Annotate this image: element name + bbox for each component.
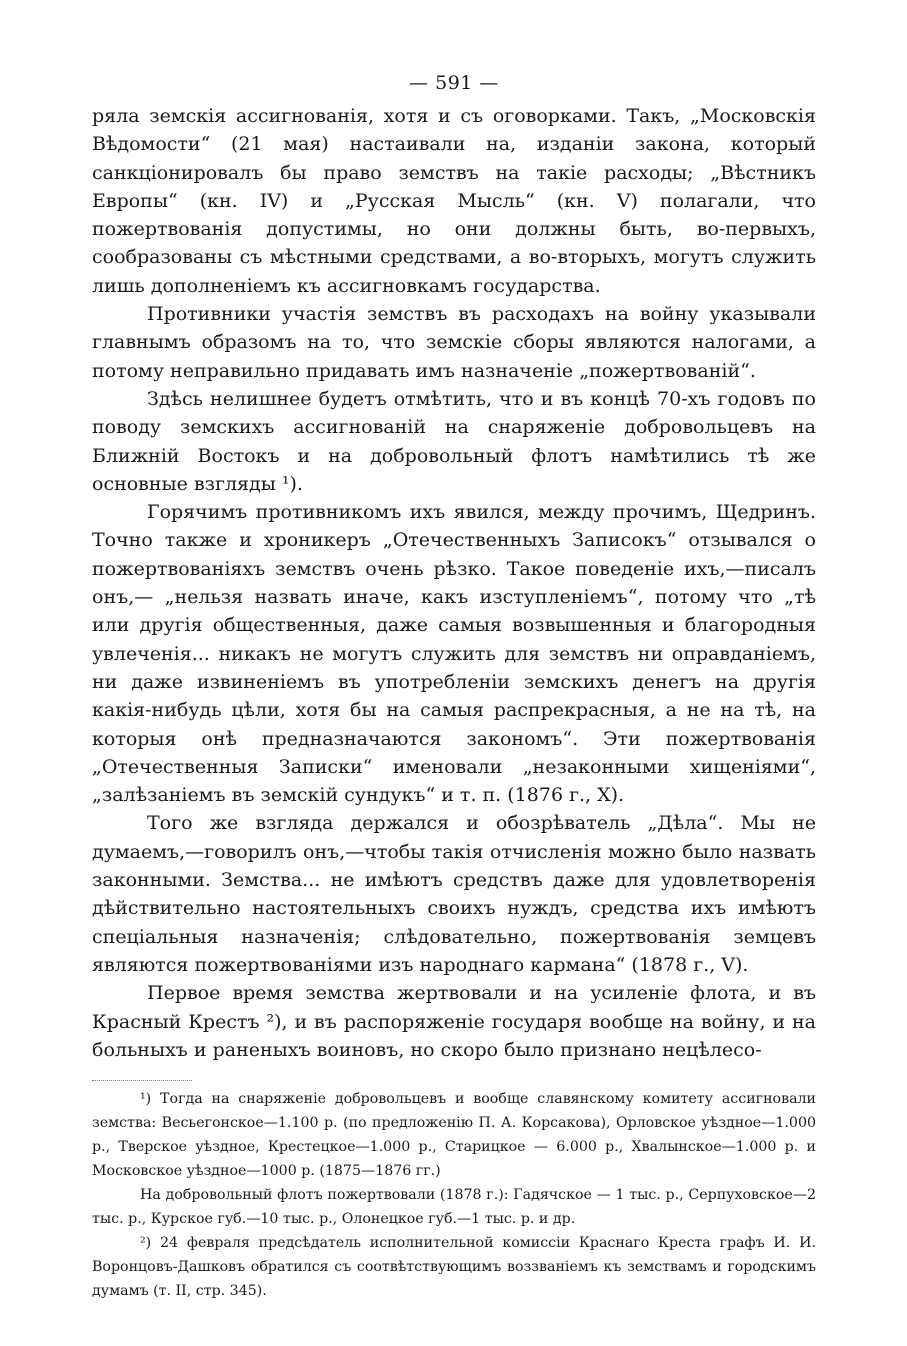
- footnotes: [92, 1087, 816, 1303]
- paragraph: Противники участія земствъ въ расходахъ на войну указывали главнымъ образомъ на то, что земскіе сборы являются налогами, а потому неправильно придавать имъ назначеніе „пожертвованій“.: [92, 303, 816, 382]
- paragraph: Здѣсь нелишнее будетъ отмѣтить, что и въ концѣ 70-хъ годовъ по поводу земскихъ ассигнованій на снаряженіе добровольцевъ на Ближній Востокъ и на добровольный флотъ намѣтились тѣ же основные взгляды ¹).: [92, 387, 816, 495]
- paragraph: Первое время земства жертвовали и на усиленіе флота, и въ Красный Крестъ ²), и въ распоряженіе государя вообще на войну, и на больныхъ и раненыхъ воиновъ, но скоро было признано нецѣлесо-: [92, 982, 816, 1061]
- footnote: ²) 24 февраля предсѣдатель исполнительной комиссіи Краснаго Креста графъ И. И. Воронцовъ-Дашковъ обратился съ соотвѣтствующимъ воззваніемъ къ земствамъ и городскимъ думамъ (т. II, стр. 345).: [92, 1235, 816, 1300]
- footnote: На добровольный флотъ пожертвовали (1878 г.): Гадячское — 1 тыс. р., Серпуховское—2 тыс. р., Курское губ.—10 тыс. р., Олонецкое губ.—1 тыс. р. и др.: [92, 1187, 816, 1228]
- footnote-divider: [92, 1080, 192, 1081]
- book-page: [92, 68, 816, 1303]
- paragraph: ряла земскія ассигнованія, хотя и съ оговорками. Такъ, „Московскія Вѣдомости“ (21 мая) настаивали на, изданіи закона, который санкціонировалъ бы право земствъ на такіе расходы; „Вѣстникъ Европы“ (кн. IV) и „Русская Мысль“ (кн. V) полагали, что пожертвованія допустимы, но они должны быть, во-первыхъ, сообразованы съ мѣстными средствами, а во-вторыхъ, могутъ служить лишь дополненіемъ къ ассигновкамъ государства.: [92, 105, 816, 297]
- body-text: [92, 102, 816, 1064]
- paragraph: Горячимъ противникомъ ихъ явился, между прочимъ, Щедринъ. Точно также и хроникеръ „Отечественныхъ Записокъ“ отзывался о пожертвованіяхъ земствъ очень рѣзко. Такое поведеніе ихъ,—писалъ онъ,— „нельзя назвать иначе, какъ изступленіемъ“, потому что „тѣ или другія общественныя, даже самыя возвышенныя и благородныя увлеченія... никакъ не могутъ служить для земствъ ни оправданіемъ, ни даже извиненіемъ въ употребленіи земскихъ денегъ на другія какія-нибудь цѣли, хотя бы на самыя распрекрасныя, а не на тѣ, на которыя онѣ предназначаются закономъ“. Эти пожертвованія „Отечественныя Записки“ именовали „незаконными хищеніями“, „залѣзаніемъ въ земскій сундукъ“ и т. п. (1876 г., X).: [92, 501, 816, 807]
- footnote: ¹) Тогда на снаряженіе добровольцевъ и вообще славянскому комитету ассигновали земства: Весьегонское—1.100 р. (по предложенію П. А. Корсакова), Орловское уѣздное—1.000 р., Тверское уѣздное, Крестецкое—1.000 р., Старицкое — 6.000 р., Хвалынское—1.000 р. и Московское уѣздное—1000 р. (1875—1876 гг.): [92, 1091, 816, 1180]
- paragraph: Того же взгляда держался и обозрѣватель „Дѣла“. Мы не думаемъ,—говорилъ онъ,—чтобы такія отчисленія можно было назвать законными. Земства... не имѣютъ средствъ даже для удовлетворенія дѣйствительно настоятельныхъ своихъ нуждъ, средства ихъ имѣютъ спеціальныя назначенія; слѣдовательно, пожертвованія земцевъ являются пожертвованіями изъ народнаго кармана“ (1878 г., V).: [92, 812, 816, 976]
- page-number: — 591 —: [409, 72, 499, 94]
